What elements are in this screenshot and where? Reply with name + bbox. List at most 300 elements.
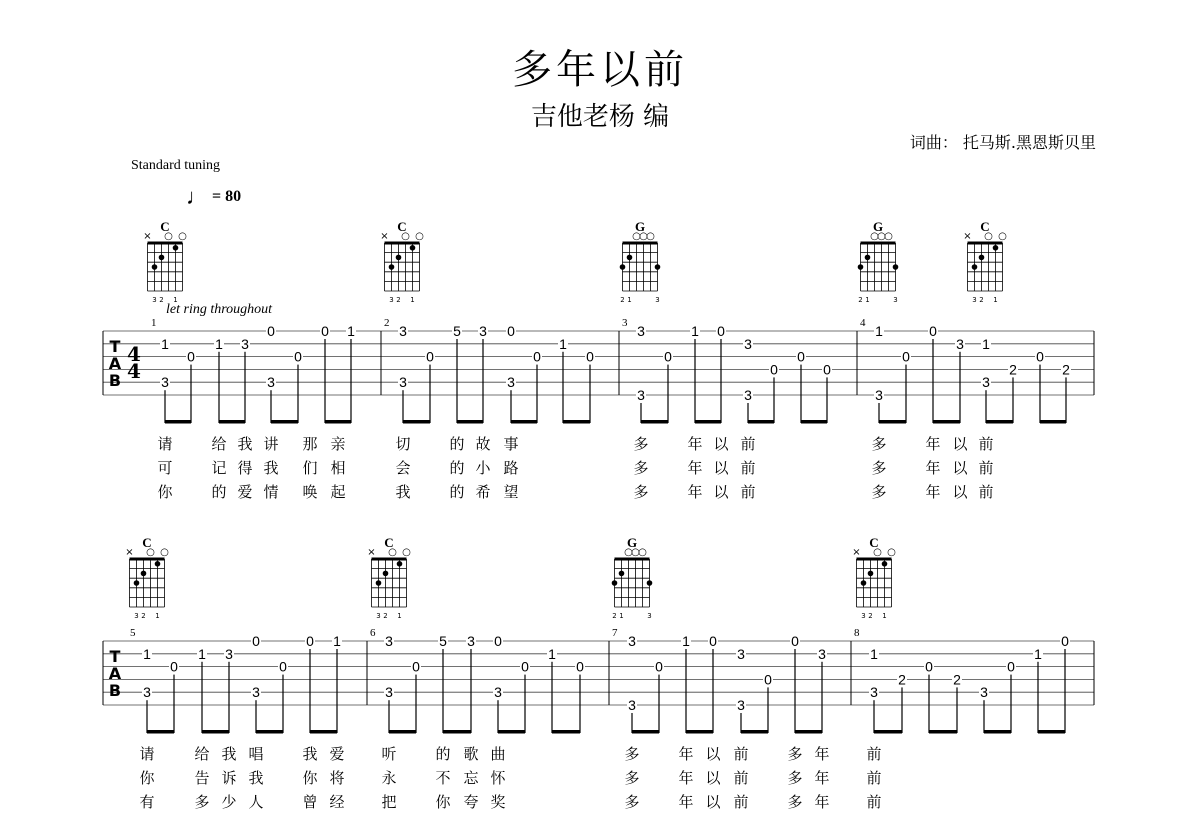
fret-number: 0 [1036,348,1044,365]
chord-diagram-C [125,535,169,620]
finger-dot [152,264,158,270]
lyric-syllable: 亲 [330,435,346,453]
lyric-syllable: 前 [733,793,749,811]
lyric-syllable: 前 [866,793,882,811]
chord-diagram-C [143,219,187,304]
note-beam [695,420,721,424]
song-arranger: 吉他老杨 编 [530,102,670,132]
chord-name: C [869,535,879,550]
chord-diagram-C [367,535,411,620]
lyric-syllable: 多 [787,745,803,763]
lyric-syllable: 不 [435,769,451,787]
fret-number: 0 [294,348,302,365]
lyric-syllable: 的 [435,745,451,763]
lyric-syllable: 年 [687,483,703,501]
open-string-marker: ○ [178,231,187,242]
finger-dot [979,255,985,261]
chord-diagram-C [380,219,424,304]
lyric-syllable: 曲 [490,745,506,763]
lyric-syllable: 会 [395,459,411,477]
lyric-syllable: 得 [237,459,253,477]
finger-number: 3 [376,612,381,620]
measure-number: 4 [860,317,866,329]
lyric-syllable: 多 [871,483,887,501]
fret-number: 5 [439,633,447,649]
fret-number: 1 [347,323,355,339]
finger-number: 1 [410,296,415,304]
fret-number: 0 [929,323,937,339]
fret-number: 3 [628,633,636,649]
fret-number: 3 [161,374,169,391]
fret-number: 0 [170,658,178,675]
open-string-marker: ○ [887,547,896,558]
fret-number: 1 [870,645,878,662]
finger-dot [383,571,389,577]
note-beam [879,420,906,424]
finger-number: 1 [882,612,887,620]
lyric-syllable: 前 [733,769,749,787]
fret-number: 0 [764,671,772,688]
fret-number: 2 [1062,361,1070,378]
measure-number: 3 [622,317,628,329]
lyric-syllable: 以 [713,459,729,477]
fret-number: 0 [797,348,805,365]
fret-number: 0 [426,348,434,365]
chord-name: C [142,535,152,550]
lyric-syllable: 年 [925,435,941,453]
note-beam [795,730,822,734]
lyric-syllable: 起 [330,483,346,501]
lyric-syllable: 以 [705,793,721,811]
lyric-syllable: 的 [449,459,465,477]
fret-number: 3 [267,374,275,391]
finger-number: 2 [868,612,873,620]
open-string-marker: ○ [388,547,397,558]
lyric-syllable: 前 [866,745,882,763]
measure-number: 7 [612,627,618,639]
finger-number: 1 [173,296,178,304]
finger-number: 1 [993,296,998,304]
muted-string-marker: × [963,231,972,242]
note-beam [874,730,902,734]
chord-name: C [980,219,990,234]
fret-number: 0 [267,323,275,339]
finger-dot [612,580,618,586]
chord-name: G [626,535,638,550]
note-beam [984,730,1011,734]
lyric-syllable: 事 [503,435,519,453]
fret-number: 1 [875,323,883,339]
lyric-syllable: 我 [263,459,279,477]
muted-string-marker: × [380,231,389,242]
fret-number: 0 [521,658,529,675]
lyric-syllable: 你 [157,483,173,501]
lyric-syllable: 多 [633,459,649,477]
lyric-syllable: 年 [678,769,694,787]
fret-number: 0 [717,323,725,339]
muted-string-marker: × [367,547,376,558]
lyric-syllable: 告 [194,769,210,787]
note-beam [443,730,471,734]
lyric-syllable: 前 [733,745,749,763]
note-beam [929,730,957,734]
open-string-marker: ○ [631,547,640,558]
lyric-syllable: 多 [871,435,887,453]
note-beam [165,420,191,424]
lyric-syllable: 以 [713,435,729,453]
fret-number: 0 [412,658,420,675]
lyric-syllable: 以 [705,745,721,763]
song-title: 多年以前 [512,47,688,93]
fret-number: 0 [576,658,584,675]
note-beam [147,730,174,734]
lyric-syllable: 年 [678,793,694,811]
finger-number: 2 [979,296,984,304]
finger-dot [893,264,899,270]
finger-dot [972,264,978,270]
muted-string-marker: × [125,547,134,558]
lyric-syllable: 年 [814,769,830,787]
lyric-syllable: 前 [740,459,756,477]
lyric-syllable: 忘 [463,769,479,787]
fret-number: 3 [479,323,487,339]
lyric-syllable: 诉 [221,769,237,787]
lyric-syllable: 前 [978,435,994,453]
let-ring-instruction: let ring throughout [166,302,273,317]
fret-number: 0 [1007,658,1015,675]
lyric-syllable: 怀 [490,769,506,787]
fret-number: 3 [637,323,645,339]
lyric-syllable: 我 [302,745,318,763]
note-beam [498,730,525,734]
chord-name: G [634,219,646,234]
open-string-marker: ○ [632,231,641,242]
measure-number: 5 [130,627,136,639]
finger-dot [141,571,147,577]
fret-number: 1 [215,335,223,352]
fret-number: 1 [691,323,699,339]
fret-number: 2 [1009,361,1017,378]
lyric-syllable: 我 [237,435,253,453]
note-beam [271,420,298,424]
lyric-syllable: 听 [381,745,397,763]
note-beam [686,730,713,734]
finger-dot [627,255,633,261]
note-beam [325,420,351,424]
muted-string-marker: × [852,547,861,558]
finger-number: 3 [861,612,866,620]
finger-number: 3 [893,296,898,304]
lyric-syllable: 请 [157,435,173,453]
fret-number: 0 [664,348,672,365]
lyric-syllable: 的 [449,435,465,453]
note-beam [389,730,416,734]
measure-number: 8 [854,627,860,639]
lyric-syllable: 前 [866,769,882,787]
note-beam [741,730,768,734]
lyric-syllable: 曾 [302,793,318,811]
chord-diagram-C [852,535,896,620]
time-signature-digit: 4 [127,342,141,366]
note-beam [310,730,337,734]
finger-number: 1 [619,612,624,620]
lyric-syllable: 年 [678,745,694,763]
fret-number: 1 [682,633,690,649]
open-string-marker: ○ [873,547,882,558]
finger-dot [620,264,626,270]
tab-clef-letter: T [109,337,121,356]
tab-system-2 [103,535,1094,811]
fret-number: 0 [823,361,831,378]
fret-number: 0 [279,658,287,675]
lyric-syllable: 永 [381,769,397,787]
fret-number: 2 [898,671,906,688]
fret-number: 0 [507,323,515,339]
fret-number: 0 [1061,633,1069,649]
lyric-syllable: 请 [139,745,155,763]
fret-number: 3 [870,684,878,701]
note-beam [219,420,245,424]
fret-number: 3 [628,697,636,713]
finger-number: 2 [383,612,388,620]
open-string-marker: ○ [401,231,410,242]
lyric-syllable: 少 [221,793,237,811]
chord-diagram-G [612,535,653,620]
open-string-marker: ○ [984,231,993,242]
lyric-syllable: 唱 [248,745,264,763]
finger-number: 3 [152,296,157,304]
fret-number: 1 [548,645,556,662]
tab-clef-letter: A [108,354,122,373]
fret-number: 1 [982,335,990,352]
note-beam [801,420,827,424]
note-beam [563,420,590,424]
song-credits: 词曲： 托马斯.黑恩斯贝里 [909,133,1096,152]
fret-number: 0 [770,361,778,378]
lyric-syllable: 有 [139,793,155,811]
lyric-syllable: 前 [740,435,756,453]
open-string-marker: ○ [402,547,411,558]
lyric-syllable: 我 [248,769,264,787]
finger-number: 1 [397,612,402,620]
lyric-syllable: 年 [687,459,703,477]
open-string-marker: ○ [624,547,633,558]
note-beam [202,730,229,734]
fret-number: 1 [198,645,206,662]
lyric-syllable: 以 [952,459,968,477]
note-beam [1040,420,1066,424]
finger-dot [655,264,661,270]
tab-clef-letter: T [109,647,121,666]
lyric-syllable: 以 [713,483,729,501]
open-string-marker: ○ [146,547,155,558]
open-string-marker: ○ [160,547,169,558]
fret-number: 1 [143,645,151,662]
finger-dot [865,255,871,261]
finger-dot [396,255,402,261]
fret-number: 3 [980,684,988,701]
lyric-syllable: 年 [925,459,941,477]
fret-number: 0 [494,633,502,649]
lyric-syllable: 那 [302,435,318,453]
lyric-syllable: 情 [263,483,279,501]
finger-dot [376,580,382,586]
note-beam [632,730,659,734]
finger-number: 1 [865,296,870,304]
lyric-syllable: 你 [435,793,451,811]
fret-number: 0 [791,633,799,649]
lyric-syllable: 多 [633,435,649,453]
lyric-syllable: 路 [503,459,519,477]
lyric-syllable: 相 [330,459,346,477]
chord-diagram-G [858,219,899,304]
finger-number: 2 [159,296,164,304]
finger-dot [159,255,165,261]
finger-dot [868,571,874,577]
fret-number: 3 [737,645,745,662]
fret-number: 5 [453,323,461,339]
finger-dot [410,245,416,251]
fret-number: 0 [655,658,663,675]
fret-number: 0 [187,348,195,365]
measure-number: 2 [384,317,390,329]
fret-number: 3 [737,697,745,713]
lyric-syllable: 多 [787,793,803,811]
note-beam [457,420,483,424]
finger-dot [389,264,395,270]
lyric-syllable: 你 [139,769,155,787]
lyric-syllable: 歌 [463,745,479,763]
lyric-syllable: 记 [211,459,227,477]
lyric-syllable: 唤 [302,483,318,501]
finger-number: 3 [134,612,139,620]
finger-dot [882,561,888,567]
measure-number: 1 [151,317,157,329]
finger-dot [619,571,625,577]
note-beam [511,420,537,424]
lyric-syllable: 们 [302,459,318,477]
chord-name: C [397,219,407,234]
finger-dot [173,245,179,251]
lyric-syllable: 望 [503,483,519,501]
fret-number: 0 [902,348,910,365]
finger-number: 2 [620,296,625,304]
lyric-syllable: 给 [211,435,227,453]
lyric-syllable: 年 [814,745,830,763]
open-string-marker: ○ [415,231,424,242]
fret-number: 0 [321,323,329,339]
lyric-syllable: 我 [221,745,237,763]
fret-number: 3 [252,684,260,701]
finger-dot [155,561,161,567]
fret-number: 0 [709,633,717,649]
tab-clef-letter: B [108,371,122,390]
note-beam [986,420,1013,424]
open-string-marker: ○ [998,231,1007,242]
fret-number: 0 [586,348,594,365]
lyric-syllable: 爱 [237,483,253,501]
lyric-syllable: 人 [248,793,264,811]
lyric-syllable: 讲 [263,435,279,453]
lyric-syllable: 奖 [490,793,506,811]
finger-number: 3 [389,296,394,304]
time-signature-digit: 4 [127,359,141,383]
chord-name: G [872,219,884,234]
finger-number: 3 [647,612,652,620]
lyric-syllable: 以 [705,769,721,787]
tab-clef-letter: B [108,681,122,700]
lyric-syllable: 你 [302,769,318,787]
fret-number: 3 [507,374,515,391]
lyric-syllable: 夸 [463,793,479,811]
measure-number: 6 [370,627,376,639]
tuning-label: Standard tuning [131,158,221,173]
note-beam [641,420,668,424]
lyric-syllable: 切 [395,435,411,453]
fret-number: 3 [143,684,151,701]
lyric-syllable: 把 [381,793,397,811]
lyric-syllable: 的 [449,483,465,501]
tab-system-1 [103,219,1094,501]
chord-diagram-G [620,219,661,304]
lyric-syllable: 年 [925,483,941,501]
note-beam [748,420,774,424]
finger-number: 2 [612,612,617,620]
lyric-syllable: 将 [329,769,345,787]
finger-dot [858,264,864,270]
fret-number: 3 [385,684,393,701]
finger-dot [993,245,999,251]
fret-number: 3 [744,387,752,403]
lyric-syllable: 多 [624,769,640,787]
fret-number: 3 [225,645,233,662]
fret-number: 3 [467,633,475,649]
fret-number: 2 [953,671,961,688]
lyric-syllable: 前 [978,459,994,477]
note-beam [933,420,960,424]
tempo-value: = 80 [212,188,242,205]
chord-diagram-C [963,219,1007,304]
fret-number: 3 [241,335,249,352]
note-beam [1038,730,1065,734]
chord-name: C [384,535,394,550]
lyric-syllable: 多 [624,745,640,763]
open-string-marker: ○ [638,547,647,558]
finger-number: 2 [858,296,863,304]
finger-dot [134,580,140,586]
open-string-marker: ○ [646,231,655,242]
fret-number: 3 [399,323,407,339]
fret-number: 3 [956,335,964,352]
finger-number: 3 [655,296,660,304]
open-string-marker: ○ [877,231,886,242]
lyric-syllable: 多 [871,459,887,477]
finger-number: 1 [155,612,160,620]
chord-name: C [160,219,170,234]
lyric-syllable: 爱 [329,745,345,763]
fret-number: 0 [252,633,260,649]
fret-number: 1 [161,335,169,352]
lyric-syllable: 多 [633,483,649,501]
note-beam [403,420,430,424]
lyric-syllable: 以 [952,435,968,453]
lyric-syllable: 前 [978,483,994,501]
finger-number: 3 [972,296,977,304]
quarter-note-icon: ♩ [186,184,208,209]
fret-number: 0 [306,633,314,649]
fret-number: 3 [494,684,502,701]
lyric-syllable: 年 [687,435,703,453]
